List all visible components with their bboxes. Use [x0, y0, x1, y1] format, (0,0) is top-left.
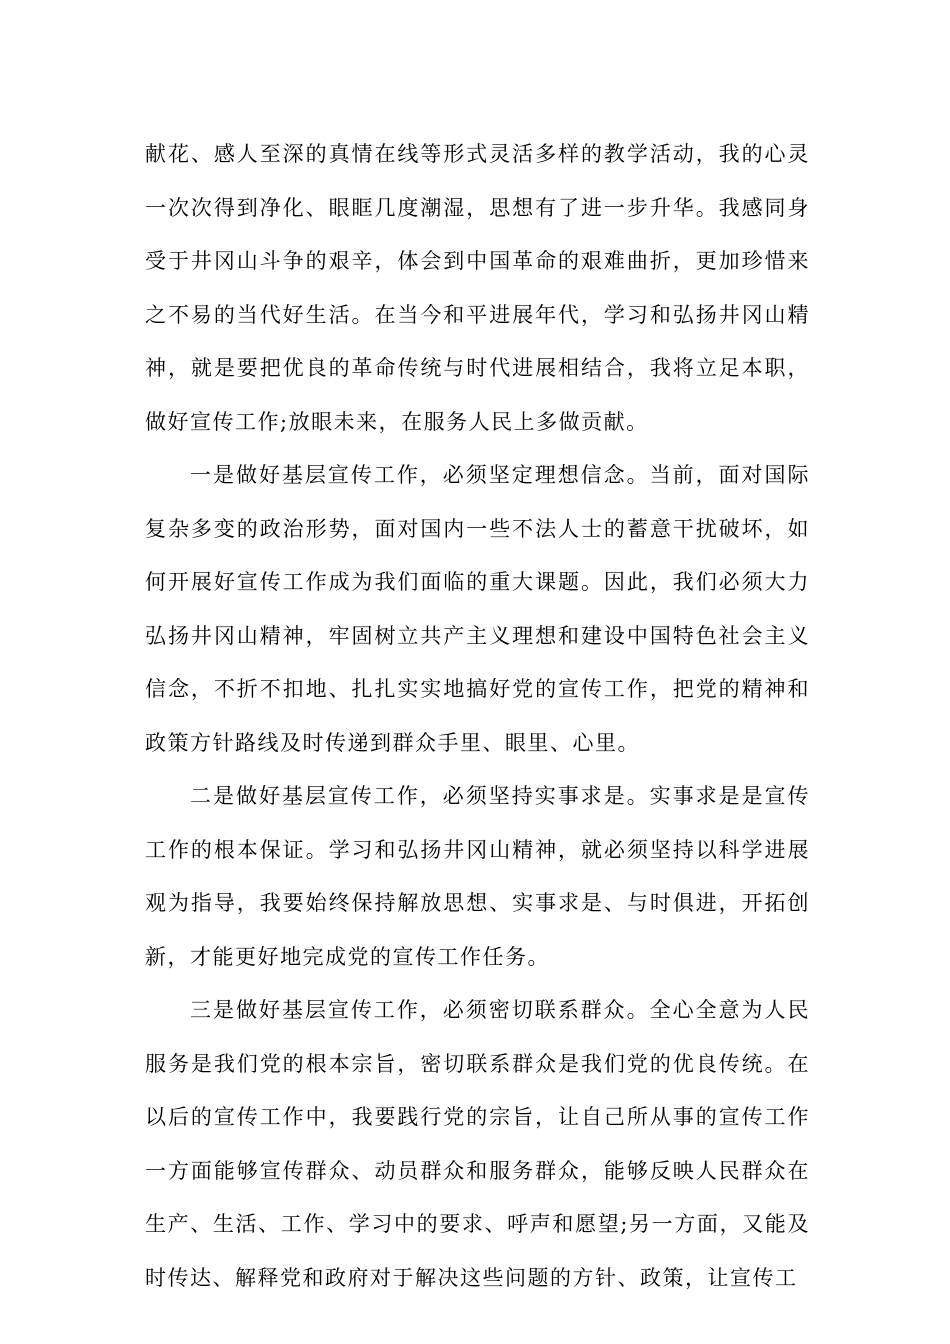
- paragraph-continued: 献花、感人至深的真情在线等形式灵活多样的教学活动，我的心灵一次次得到净化、眼眶几度潮湿，思想有了进一步升华。我感同身受于井冈山斗争的艰辛，体会到中国革命的艰难曲折，更加珍惜来之不易的当代好生活。在当今和平进展年代，学习和弘扬井冈山精神，就是要把优良的革命传统与时代进展相结合，我将立足本职，做好宣传工作;放眼未来，在服务人民上多做贡献。: [145, 142, 810, 434]
- paragraph-point-one: 一是做好基层宣传工作，必须坚定理想信念。当前，面对国际复杂多变的政治形势，面对国内一些不法人士的蓄意干扰破坏，如何开展好宣传工作成为我们面临的重大课题。因此，我们必须大力弘扬井冈山精神，牢固树立共产主义理想和建设中国特色社会主义信念，不折不扣地、扎扎实实地搞好党的宣传工作，把党的精神和政策方针路线及时传递到群众手里、眼里、心里。: [145, 463, 810, 755]
- body-text: [145, 128, 810, 1305]
- paragraph-point-two: 二是做好基层宣传工作，必须坚持实事求是。实事求是是宣传工作的根本保证。学习和弘扬井冈山精神，就必须坚持以科学进展观为指导，我要始终保持解放思想、实事求是、与时俱进，开拓创新，才能更好地完成党的宣传工作任务。: [145, 784, 810, 969]
- paragraph-point-three: 三是做好基层宣传工作，必须密切联系群众。全心全意为人民服务是我们党的根本宗旨，密切联系群众是我们党的优良传统。在以后的宣传工作中，我要践行党的宗旨，让自己所从事的宣传工作一方面能够宣传群众、动员群众和服务群众，能够反映人民群众在生产、生活、工作、学习中的要求、呼声和愿望;另一方面，又能及时传达、解释党和政府对于解决这些问题的方针、政策，让宣传工: [145, 998, 810, 1290]
